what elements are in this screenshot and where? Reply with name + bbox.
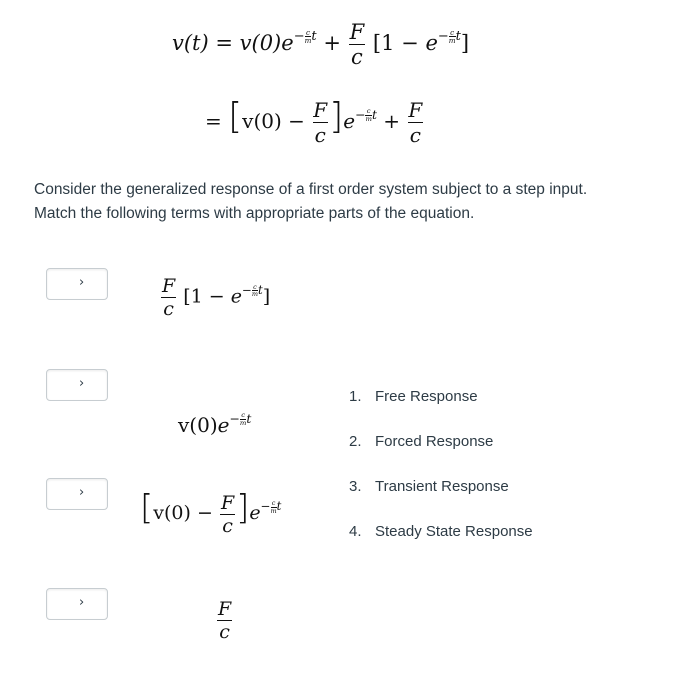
chevron-down-icon: › bbox=[79, 485, 85, 500]
chevron-down-icon: › bbox=[79, 376, 85, 391]
term-4-expression: $\frac{F}{c}$ bbox=[218, 598, 232, 643]
option-4: 4. Steady State Response bbox=[349, 523, 533, 540]
equation-line-2: = [v(0) − $\frac{F}{c}$ ]$e^{- \frac{c}{m} t}$ + $\frac{F}{c}$ bbox=[205, 96, 423, 147]
option-2: 2. Forced Response bbox=[349, 433, 494, 450]
term-1-expression: $\frac{F}{c}$ $[1 - e^{- \frac{c}{m} t}]$ bbox=[162, 275, 271, 320]
prompt-line-1: Consider the generalized response of a first order system subject to a step input. bbox=[34, 181, 588, 198]
term-4-select[interactable] bbox=[46, 588, 108, 620]
term-3-expression: [v(0) − $\frac{F}{c}$ ]$e^{- \frac{c}{m} t}$ bbox=[140, 488, 282, 537]
term-2-expression: $v(0)e^{- \frac{c}{m} t}$ bbox=[178, 410, 252, 437]
prompt-line-2: Match the following terms with appropriate parts of the equation. bbox=[34, 205, 475, 222]
term-2-select[interactable] bbox=[46, 369, 108, 401]
option-3: 3. Transient Response bbox=[349, 478, 509, 495]
chevron-down-icon: › bbox=[79, 275, 85, 290]
equation-line-1: $v(t) = v(0)e^{- \frac{c}{m} t}$ + $\frac{F}{c}$ $[1 - e^{- \frac{c}{m} t}]$ bbox=[172, 20, 470, 69]
option-1: 1. Free Response bbox=[349, 388, 478, 405]
question-prompt bbox=[34, 178, 587, 226]
chevron-down-icon: › bbox=[79, 595, 85, 610]
term-1-select[interactable] bbox=[46, 268, 108, 300]
term-3-select[interactable] bbox=[46, 478, 108, 510]
